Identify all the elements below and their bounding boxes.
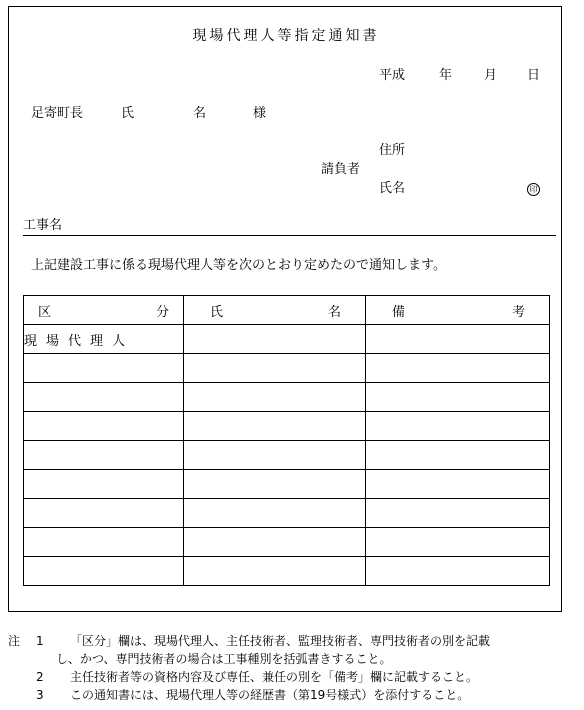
header-category: 区 分 xyxy=(24,296,184,325)
cell-category[interactable] xyxy=(24,528,184,557)
cell-name[interactable] xyxy=(184,354,366,383)
note-item xyxy=(8,686,584,704)
project-name-line[interactable] xyxy=(23,235,556,236)
designation-table xyxy=(23,295,550,586)
notes-section xyxy=(8,632,584,704)
table-row xyxy=(24,557,550,586)
addressee-name-part: 氏 xyxy=(121,106,135,121)
note-item-continued xyxy=(8,650,584,668)
note-item xyxy=(8,668,584,686)
contractor-name-label: 氏名 xyxy=(379,181,406,196)
note-text: この通知書には、現場代理人等の経歴書（第19号様式）を添付すること。 xyxy=(70,688,470,702)
note-item xyxy=(8,632,584,650)
contractor-label: 請負者 xyxy=(321,162,361,177)
date-month: 月 xyxy=(484,68,498,83)
form-frame xyxy=(8,6,562,612)
cell-remarks[interactable] xyxy=(366,528,550,557)
cell-name[interactable] xyxy=(184,528,366,557)
cell-name[interactable] xyxy=(184,441,366,470)
table-row xyxy=(24,383,550,412)
header-name: 氏 名 xyxy=(184,296,366,325)
note-text: 「区分」欄は、現場代理人、主任技術者、監理技術者、専門技術者の別を記載 xyxy=(70,634,491,648)
date-era: 平成 xyxy=(379,68,406,83)
contractor-address-label: 住所 xyxy=(379,143,406,158)
note-number: 2 xyxy=(36,670,44,684)
note-text: 主任技術者等の資格内容及び専任、兼任の別を「備考」欄に記載すること。 xyxy=(70,670,479,684)
cell-category[interactable] xyxy=(24,383,184,412)
cell-category[interactable]: 現場代理人 xyxy=(24,325,184,354)
cell-category[interactable] xyxy=(24,557,184,586)
project-name-label: 工事名 xyxy=(23,218,63,233)
table-row xyxy=(24,412,550,441)
table-header-row xyxy=(24,296,550,325)
cell-remarks[interactable] xyxy=(366,441,550,470)
cell-remarks[interactable] xyxy=(366,557,550,586)
addressee-office: 足寄町長 xyxy=(31,106,84,121)
cell-remarks[interactable] xyxy=(366,499,550,528)
date-day: 日 xyxy=(527,68,541,83)
table-row xyxy=(24,499,550,528)
cell-remarks[interactable] xyxy=(366,325,550,354)
table-row xyxy=(24,325,550,354)
cell-remarks[interactable] xyxy=(366,412,550,441)
table-row xyxy=(24,441,550,470)
cell-remarks[interactable] xyxy=(366,470,550,499)
cell-category[interactable] xyxy=(24,470,184,499)
addressee-honorific: 様 xyxy=(253,106,267,121)
cell-category[interactable] xyxy=(24,441,184,470)
cell-name[interactable] xyxy=(184,412,366,441)
note-number: 1 xyxy=(36,634,44,648)
notes-prefix: 注 xyxy=(8,634,21,648)
cell-name[interactable] xyxy=(184,557,366,586)
cell-category[interactable] xyxy=(24,412,184,441)
document-title: 現場代理人等指定通知書 xyxy=(192,28,380,44)
cell-remarks[interactable] xyxy=(366,354,550,383)
table-row xyxy=(24,470,550,499)
notice-text: 上記建設工事に係る現場代理人等を次のとおり定めたので通知します。 xyxy=(31,258,446,273)
table-row xyxy=(24,528,550,557)
date-year: 年 xyxy=(439,68,453,83)
cell-remarks[interactable] xyxy=(366,383,550,412)
seal-mark: 印 xyxy=(527,183,540,196)
cell-name[interactable] xyxy=(184,499,366,528)
table-row xyxy=(24,354,550,383)
header-remarks: 備 考 xyxy=(366,296,550,325)
cell-category[interactable] xyxy=(24,499,184,528)
addressee-name-part: 名 xyxy=(193,106,207,121)
cell-name[interactable] xyxy=(184,470,366,499)
cell-name[interactable] xyxy=(184,325,366,354)
note-text: し、かつ、専門技術者の場合は工事種別を括弧書きすること。 xyxy=(56,652,392,666)
cell-name[interactable] xyxy=(184,383,366,412)
cell-category[interactable] xyxy=(24,354,184,383)
note-number: 3 xyxy=(36,688,44,702)
